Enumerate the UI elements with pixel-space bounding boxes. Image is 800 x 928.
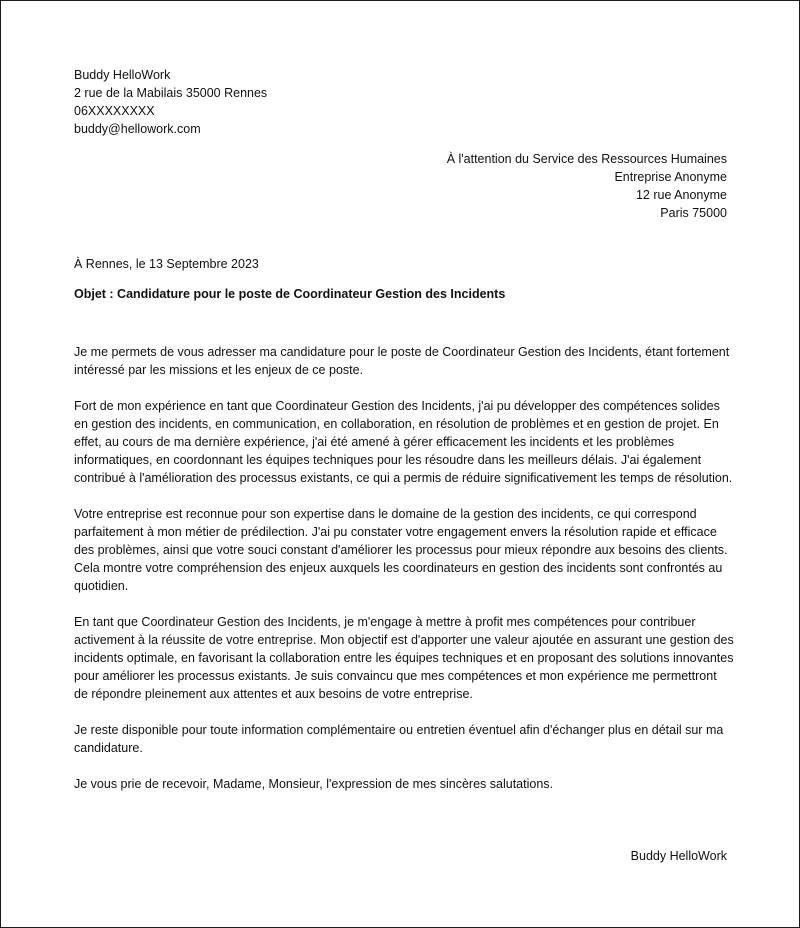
body-paragraph-intro: Je me permets de vous adresser ma candidature pour le poste de Coordinateur Gestion des Incidents, étant fortement intéressé par les missions et les enjeux de ce poste. [74,345,730,377]
letter-body [74,343,734,811]
body-paragraph-experience: Fort de mon expérience en tant que Coordinateur Gestion des Incidents, j'ai pu développer des compétences solides en gestion des incidents, en communication, en collaboration, en résolution de problèmes et en gestion de projet. En effet, au cours de ma dernière expérience, j'ai été amené à gérer efficacement les incidents et les problèmes informatiques, en coordonnant les équipes techniques pour les résoudre dans les meilleurs délais. J'ai également contribué à l'amélioration des processus existants, ce qui a permis de réduire significativement les temps de résolution. [74,399,733,485]
sender-block [74,66,474,138]
signature: Buddy HelloWork [630,849,727,863]
body-paragraph-closing: Je vous prie de recevoir, Madame, Monsieur, l'expression de mes sincères salutations. [74,777,554,791]
recipient-company: Entreprise Anonyme [614,170,727,184]
sender-phone: 06XXXXXXXX [74,104,155,118]
body-paragraph-availability: Je reste disponible pour toute information complémentaire ou entretien éventuel afin d'échanger plus en détail sur ma candidature. [74,723,724,755]
body-paragraph-commitment: En tant que Coordinateur Gestion des Incidents, je m'engage à mettre à profit mes compétences pour contribuer activement à la réussite de votre entreprise. Mon objectif est d'apporter une valeur ajoutée en assurant une gestion des incidents optimale, en favorisant la collaboration entre les équipes techniques et en proposant des solutions innovantes pour améliorer les processus existants. Je suis convaincu que mes compétences et mon expérience me permettront de répondre pleinement aux attentes et aux besoins de votre entreprise. [74,615,734,701]
recipient-street: 12 rue Anonyme [635,188,727,202]
sender-name: Buddy HelloWork [74,68,171,82]
sender-address: 2 rue de la Mabilais 35000 Rennes [74,86,268,100]
recipient-block [307,150,727,222]
letter-date: À Rennes, le 13 Septembre 2023 [74,257,259,271]
recipient-attention: À l'attention du Service des Ressources Humaines [446,152,727,166]
sender-email: buddy@hellowork.com [74,122,201,136]
body-paragraph-company: Votre entreprise est reconnue pour son expertise dans le domaine de la gestion des incidents, ce qui correspond parfaitement à mon métier de prédilection. J'ai pu constater votre engagement envers la résolution rapide et efficace des problèmes, ainsi que votre souci constant d'améliorer les processus pour mieux répondre aux besoins des clients. Cela montre votre compréhension des enjeux auxquels les coordinateurs en gestion des incidents sont confrontés au quotidien. [74,507,728,593]
recipient-city: Paris 75000 [660,206,727,220]
letter-subject: Objet : Candidature pour le poste de Coordinateur Gestion des Incidents [74,287,506,301]
